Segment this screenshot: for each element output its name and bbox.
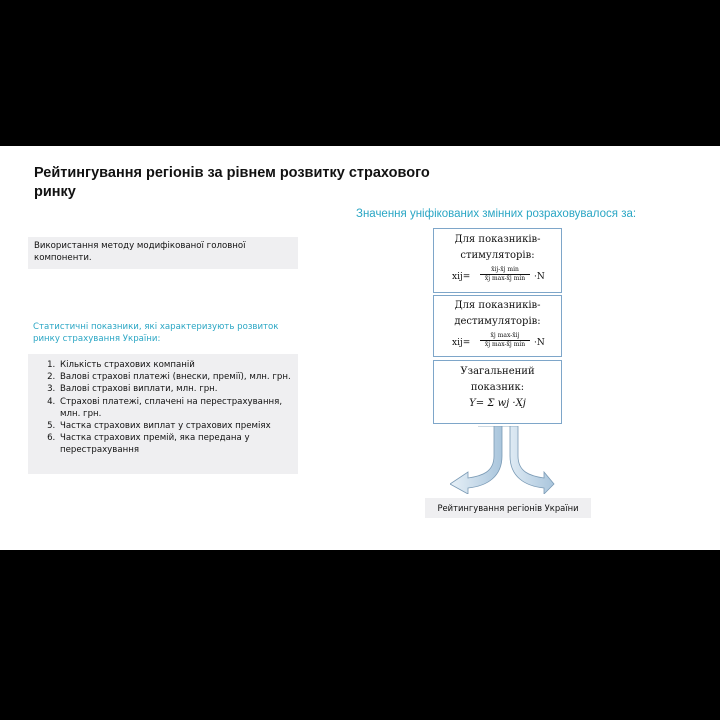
general-indicator-box [433, 360, 562, 424]
formula-denominator: x̄j max-x̄j min [484, 341, 526, 348]
method-box: Використання методу модифікованої головної компоненти. [28, 237, 298, 269]
flow-arrows-icon [450, 426, 560, 494]
list-item: 2. Валові страхові платежі (внески, премії), млн. грн. [58, 371, 298, 383]
slide-title: Рейтингування регіонів за рівнем розвитку страхового ринку [34, 165, 430, 200]
formula-numerator: x̄j max-x̄ij [480, 332, 530, 341]
stimulators-label: Для показників-стимуляторів: [454, 234, 541, 261]
general-formula: Y= Σ wj ·Xj [469, 398, 526, 409]
destimulators-label: Для показників-дестимуляторів: [454, 300, 541, 327]
left-arrow-icon [450, 426, 502, 494]
indicators-box [28, 354, 298, 474]
formula-fraction [480, 332, 530, 349]
slide [0, 146, 720, 550]
formula-rhs: ·N [534, 338, 545, 348]
stimulators-formula [434, 266, 561, 288]
list-item: 4. Страхові платежі, сплачені на перестрахування, млн. грн. [58, 396, 298, 420]
list-item: 5. Частка страхових виплат у страхових преміях [58, 420, 298, 432]
list-item: 6. Частка страхових премій, яка передана у перестрахування [58, 432, 298, 456]
formula-numerator: x̄ij-x̄j min [480, 266, 530, 275]
indicators-list [34, 359, 298, 457]
destimulators-formula [434, 332, 561, 354]
destimulators-formula-box [433, 295, 562, 357]
list-item: 3. Валові страхові виплати, млн. грн. [58, 383, 298, 395]
formula-denominator: x̄j max-x̄j min [484, 275, 526, 282]
right-arrow-icon [502, 426, 554, 494]
list-item: 1. Кількість страхових компаній [58, 359, 298, 371]
formula-lhs: xij= [452, 272, 471, 282]
formula-lhs: xij= [452, 338, 471, 348]
unified-variables-heading: Значення уніфікованих змінних розраховувалося за: [356, 208, 637, 220]
general-label: Узагальнений показник: [460, 366, 535, 393]
formula-fraction [480, 266, 530, 283]
stimulators-formula-box [433, 228, 562, 293]
stats-heading: Статистичні показники, які характеризують розвиток ринку страхування України: [33, 322, 279, 344]
formula-rhs: ·N [534, 272, 545, 282]
regions-rating-box: Рейтингування регіонів України [425, 498, 591, 518]
